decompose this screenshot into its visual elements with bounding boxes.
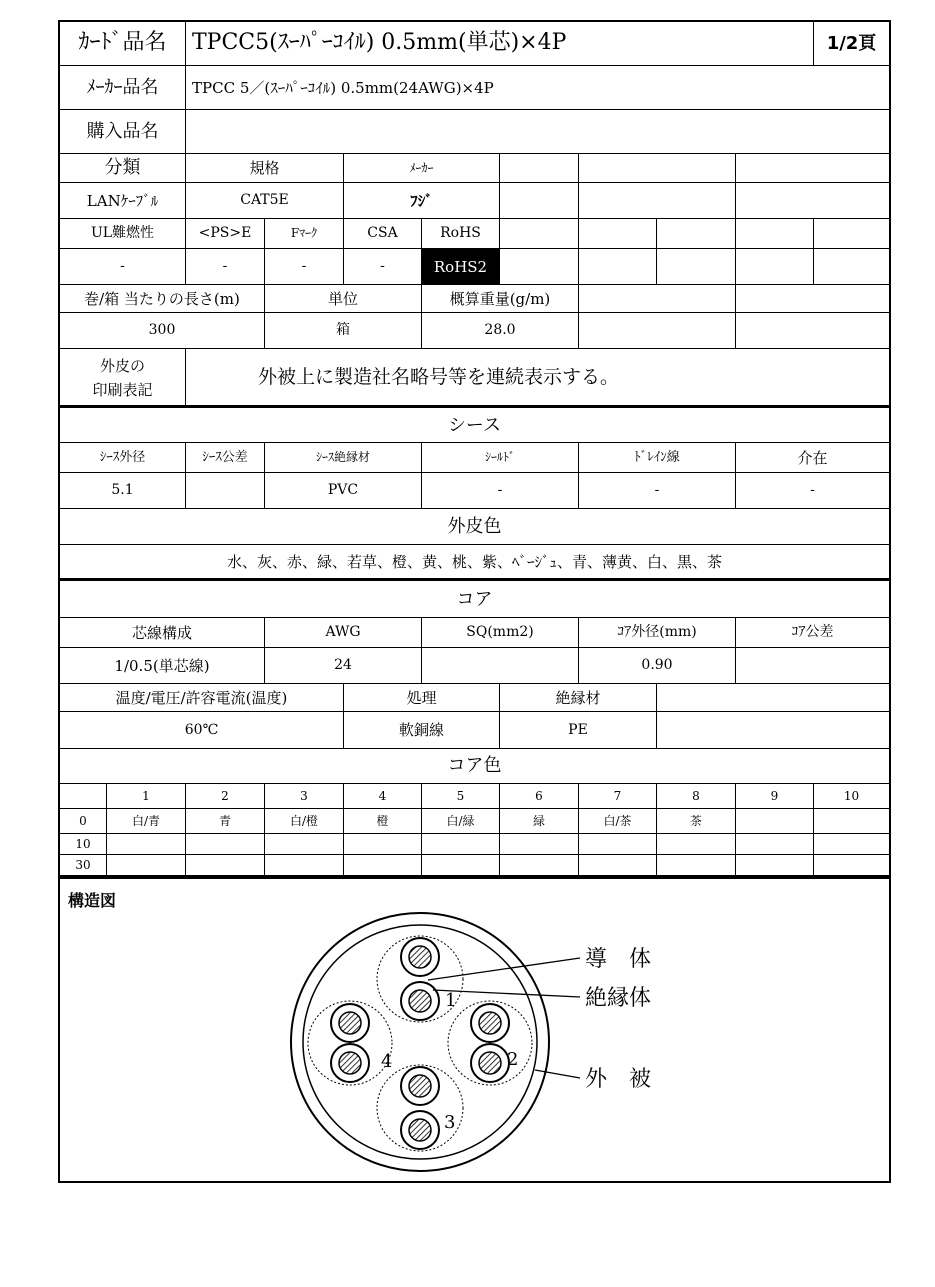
core-color-column-header: 8 bbox=[657, 784, 736, 809]
sheath-insulation-value: PVC bbox=[265, 473, 422, 509]
core-color-column-header: 3 bbox=[265, 784, 344, 809]
sheath-title: シース bbox=[60, 409, 889, 443]
empty-cell bbox=[736, 285, 889, 313]
core-color-cell bbox=[422, 834, 500, 855]
temperature-rating-label: 温度/電圧/許容電流(温度) bbox=[60, 684, 344, 712]
core-color-column-header: 1 bbox=[107, 784, 186, 809]
core-color-row-label: 0 bbox=[60, 809, 107, 834]
conductor-core bbox=[479, 1012, 501, 1034]
empty-cell bbox=[657, 249, 736, 285]
conductor-label: 導 体 bbox=[585, 947, 652, 972]
sheath-insulation-label: ｼｰｽ絶縁材 bbox=[265, 443, 422, 473]
core-od-label: ｺｱ外径(mm) bbox=[579, 618, 736, 648]
length-per-unit-value: 300 bbox=[60, 313, 265, 349]
pse-label: <PS>E bbox=[186, 219, 265, 249]
maker-label: ﾒｰｶｰ bbox=[344, 154, 500, 183]
sheath-od-value: 5.1 bbox=[60, 473, 186, 509]
csa-label: CSA bbox=[344, 219, 422, 249]
core-color-cell: 茶 bbox=[657, 809, 736, 834]
ul-flame-label: UL難燃性 bbox=[60, 219, 186, 249]
print-label bbox=[60, 349, 186, 407]
core-od-value: 0.90 bbox=[579, 648, 736, 684]
pair-number-4: 4 bbox=[381, 1051, 393, 1072]
core-color-cell bbox=[344, 834, 422, 855]
empty-cell bbox=[657, 684, 889, 712]
core-color-cell bbox=[814, 809, 889, 834]
core-color-column-header: 7 bbox=[579, 784, 657, 809]
core-color-cell bbox=[265, 855, 344, 876]
conductor-core bbox=[339, 1012, 361, 1034]
jacket-leader bbox=[535, 1070, 580, 1078]
insulation-material-value: PE bbox=[500, 712, 657, 749]
empty-cell bbox=[736, 219, 814, 249]
section-divider bbox=[60, 405, 889, 408]
empty-cell bbox=[814, 249, 889, 285]
empty-cell bbox=[736, 154, 889, 183]
treatment-label: 処理 bbox=[344, 684, 500, 712]
shield-value: - bbox=[422, 473, 579, 509]
core-color-row-label: 30 bbox=[60, 855, 107, 876]
core-color-cell bbox=[736, 855, 814, 876]
purchase-name-value bbox=[186, 110, 889, 154]
core-tolerance-label: ｺｱ公差 bbox=[736, 618, 889, 648]
core-color-cell bbox=[107, 834, 186, 855]
empty-cell bbox=[579, 154, 736, 183]
unit-label: 単位 bbox=[265, 285, 422, 313]
card-name-value: TPCC5(ｽｰﾊﾟｰｺｲﾙ) 0.5mm(単芯)×4P bbox=[186, 22, 814, 66]
core-color-title: コア色 bbox=[60, 749, 889, 784]
empty-cell bbox=[736, 313, 889, 349]
conductor-core bbox=[479, 1052, 501, 1074]
pair-number-2: 2 bbox=[507, 1049, 519, 1070]
core-color-column-header: 4 bbox=[344, 784, 422, 809]
conductor-core bbox=[409, 946, 431, 968]
empty-cell bbox=[579, 249, 657, 285]
core-color-cell: 青 bbox=[186, 809, 265, 834]
cable-cross-section-diagram bbox=[60, 878, 889, 1178]
core-color-cell bbox=[186, 834, 265, 855]
core-color-cell: 白/茶 bbox=[579, 809, 657, 834]
core-tolerance-value bbox=[736, 648, 889, 684]
core-color-cell: 白/緑 bbox=[422, 809, 500, 834]
card-name-label: ｶｰﾄﾞ品名 bbox=[60, 22, 186, 66]
filler-label: 介在 bbox=[736, 443, 889, 473]
conductor-core bbox=[409, 1119, 431, 1141]
core-color-cell bbox=[814, 834, 889, 855]
conductor-core bbox=[409, 990, 431, 1012]
core-color-column-header: 5 bbox=[422, 784, 500, 809]
core-color-column-header: 9 bbox=[736, 784, 814, 809]
insulation-material-label: 絶縁材 bbox=[500, 684, 657, 712]
conductor-core bbox=[339, 1052, 361, 1074]
maker-value: ﾌｼﾞ bbox=[344, 183, 500, 219]
core-color-cell bbox=[186, 855, 265, 876]
empty-cell bbox=[500, 183, 579, 219]
core-color-cell bbox=[265, 834, 344, 855]
sheath-tolerance-value bbox=[186, 473, 265, 509]
standard-label: 規格 bbox=[186, 154, 344, 183]
classification-value: LANｹｰﾌﾞﾙ bbox=[60, 183, 186, 219]
core-color-cell bbox=[814, 855, 889, 876]
conductor-composition-value: 1/0.5(単芯線) bbox=[60, 648, 265, 684]
core-color-cell bbox=[422, 855, 500, 876]
csa-value: - bbox=[344, 249, 422, 285]
core-color-cell bbox=[736, 809, 814, 834]
empty-cell bbox=[579, 285, 736, 313]
sheath-od-label: ｼｰｽ外径 bbox=[60, 443, 186, 473]
awg-label: AWG bbox=[265, 618, 422, 648]
drain-wire-label: ﾄﾞﾚｲﾝ線 bbox=[579, 443, 736, 473]
unit-value: 箱 bbox=[265, 313, 422, 349]
core-title: コア bbox=[60, 582, 889, 618]
empty-cell bbox=[500, 249, 579, 285]
ul-flame-value: - bbox=[60, 249, 186, 285]
temperature-rating-value: 60℃ bbox=[60, 712, 344, 749]
empty-cell bbox=[500, 219, 579, 249]
core-color-column-header: 10 bbox=[814, 784, 889, 809]
purchase-name-label: 購入品名 bbox=[60, 110, 186, 154]
core-color-cell: 橙 bbox=[344, 809, 422, 834]
grid-corner bbox=[60, 784, 107, 809]
core-color-cell: 白/青 bbox=[107, 809, 186, 834]
insulation-label: 絶縁体 bbox=[585, 986, 652, 1011]
rohs-label: RoHS bbox=[422, 219, 500, 249]
classification-label: 分類 bbox=[60, 154, 186, 183]
core-color-cell bbox=[579, 855, 657, 876]
jacket-color-list: 水、灰、赤、緑、若草、橙、黄、桃、紫、ﾍﾞｰｼﾞｭ、青、薄黄、白、黒、茶 bbox=[60, 545, 889, 579]
core-color-cell bbox=[344, 855, 422, 876]
core-color-cell bbox=[500, 855, 579, 876]
section-divider bbox=[60, 578, 889, 581]
empty-cell bbox=[579, 219, 657, 249]
print-label-line2: 印刷表記 bbox=[92, 380, 153, 399]
core-color-cell bbox=[657, 834, 736, 855]
sheath-tolerance-label: ｼｰｽ公差 bbox=[186, 443, 265, 473]
weight-value: 28.0 bbox=[422, 313, 579, 349]
f-mark-value: - bbox=[265, 249, 344, 285]
empty-cell bbox=[657, 712, 889, 749]
jacket-color-title: 外皮色 bbox=[60, 509, 889, 545]
standard-value: CAT5E bbox=[186, 183, 344, 219]
print-label-line1: 外皮の bbox=[99, 356, 145, 375]
shield-label: ｼｰﾙﾄﾞ bbox=[422, 443, 579, 473]
pair-number-1: 1 bbox=[445, 990, 457, 1011]
weight-label: 概算重量(g/m) bbox=[422, 285, 579, 313]
jacket-label: 外 被 bbox=[585, 1067, 652, 1092]
sq-value bbox=[422, 648, 579, 684]
spec-sheet bbox=[58, 20, 891, 1183]
filler-value: - bbox=[736, 473, 889, 509]
pair-number-3: 3 bbox=[444, 1112, 456, 1133]
rohs-badge: RoHS2 bbox=[422, 249, 500, 285]
sq-label: SQ(mm2) bbox=[422, 618, 579, 648]
core-color-cell bbox=[736, 834, 814, 855]
conductor-composition-label: 芯線構成 bbox=[60, 618, 265, 648]
empty-cell bbox=[657, 219, 736, 249]
empty-cell bbox=[736, 249, 814, 285]
empty-cell bbox=[736, 183, 889, 219]
maker-name-label: ﾒｰｶｰ品名 bbox=[60, 66, 186, 110]
empty-cell bbox=[814, 219, 889, 249]
maker-name-value: TPCC 5／(ｽｰﾊﾟｰｺｲﾙ) 0.5mm(24AWG)×4P bbox=[186, 66, 889, 110]
core-color-column-header: 6 bbox=[500, 784, 579, 809]
f-mark-label: Fﾏｰｸ bbox=[265, 219, 344, 249]
empty-cell bbox=[579, 183, 736, 219]
empty-cell bbox=[500, 154, 579, 183]
core-color-column-header: 2 bbox=[186, 784, 265, 809]
drain-wire-value: - bbox=[579, 473, 736, 509]
core-color-row-label: 10 bbox=[60, 834, 107, 855]
empty-cell bbox=[579, 313, 736, 349]
conductor-core bbox=[409, 1075, 431, 1097]
structure-title: 構造図 bbox=[68, 891, 117, 910]
core-color-cell: 白/橙 bbox=[265, 809, 344, 834]
awg-value: 24 bbox=[265, 648, 422, 684]
treatment-value: 軟銅線 bbox=[344, 712, 500, 749]
print-text: 外被上に製造社名略号等を連続表示する。 bbox=[186, 349, 889, 407]
length-per-unit-label: 巻/箱 当たりの長さ(m) bbox=[60, 285, 265, 313]
core-color-cell bbox=[107, 855, 186, 876]
core-color-cell: 緑 bbox=[500, 809, 579, 834]
core-color-cell bbox=[500, 834, 579, 855]
pse-value: - bbox=[186, 249, 265, 285]
page-number: 1/2頁 bbox=[814, 22, 889, 66]
core-color-cell bbox=[657, 855, 736, 876]
core-color-cell bbox=[579, 834, 657, 855]
